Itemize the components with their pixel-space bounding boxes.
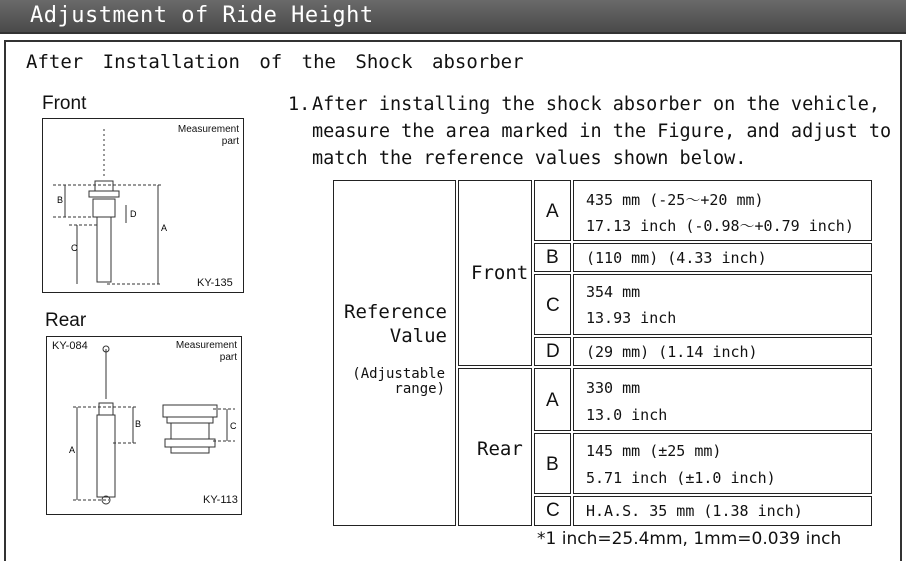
adjustable-range-note	[352, 367, 445, 397]
rear-a-value-mm: 330 mm	[586, 379, 641, 397]
rear-b-value-cell	[573, 433, 872, 494]
front-figure	[42, 118, 244, 293]
rear-group-label: Rear	[477, 438, 523, 460]
reference-value-cell	[333, 180, 456, 526]
rear-label-b: B	[135, 419, 142, 429]
front-d-value: (29 mm) (1.14 inch)	[586, 343, 758, 361]
reference-line2: Value	[389, 325, 447, 347]
front-a-value-cell	[573, 180, 872, 241]
rear-label-a: A	[69, 445, 76, 455]
front-measurement-line2: part	[221, 136, 239, 147]
rear-measurement-line1: Measurement	[175, 340, 237, 351]
front-measurement-part	[161, 124, 239, 148]
rear-a-letter: A	[546, 390, 559, 411]
front-a-letter: A	[546, 201, 559, 222]
instruction-line-2: measure the area marked in the Figure, and adjust to	[312, 121, 892, 142]
rear-c-letter: C	[546, 500, 560, 521]
instruction-line-3: match the reference values shown below.	[312, 148, 747, 169]
reference-title	[344, 300, 447, 348]
front-c-value-inch: 13.93 inch	[586, 309, 677, 327]
section-subtitle: After Installation of the Shock absorber	[26, 51, 524, 73]
front-group-cell	[458, 180, 532, 366]
front-b-value-cell	[573, 243, 872, 272]
front-b-letter: B	[546, 247, 559, 268]
front-label-c: C	[71, 243, 78, 253]
front-b-value: (110 mm) (4.33 inch)	[586, 249, 767, 267]
rear-figure	[46, 336, 242, 515]
rear-right-model-code: KY-113	[203, 494, 238, 506]
front-a-value-inch: 17.13 inch (-0.98～+0.79 inch)	[586, 217, 854, 235]
front-group-label: Front	[471, 262, 529, 284]
front-c-letter: C	[546, 295, 560, 316]
front-a-value-mm: 435 mm (-25～+20 mm)	[586, 191, 764, 209]
rear-measurement-part	[157, 340, 237, 364]
range-line1: (Adjustable	[352, 366, 445, 382]
front-label-a: A	[161, 223, 168, 233]
rear-c-value: H.A.S. 35 mm (1.38 inch)	[586, 502, 803, 520]
rear-c-letter-cell	[534, 496, 571, 526]
front-c-value-cell	[573, 274, 872, 335]
front-measurement-line1: Measurement	[177, 124, 239, 135]
rear-group-cell	[458, 368, 532, 526]
front-d-value-cell	[573, 337, 872, 366]
front-c-value-mm: 354 mm	[586, 283, 641, 301]
instruction-number: 1.	[288, 94, 311, 115]
front-label-b: B	[57, 195, 64, 205]
rear-b-letter: B	[546, 454, 559, 475]
rear-left-model-code: KY-084	[52, 340, 88, 352]
reference-line1: Reference	[344, 301, 447, 323]
unit-conversion-footnote: *1 inch=25.4mm, 1mm=0.039 inch	[537, 529, 842, 549]
header-bar	[0, 0, 906, 34]
page-title: Adjustment of Ride Height	[30, 3, 374, 28]
rear-b-letter-cell	[534, 433, 571, 494]
front-model-code: KY-135	[197, 277, 233, 289]
instruction-line-1: After installing the shock absorber on the vehicle,	[312, 94, 881, 115]
rear-a-value-cell	[573, 368, 872, 431]
rear-b-value-inch: 5.71 inch (±1.0 inch)	[586, 469, 776, 487]
front-d-letter: D	[546, 341, 560, 362]
rear-a-letter-cell	[534, 368, 571, 431]
rear-a-value-inch: 13.0 inch	[586, 406, 668, 424]
front-a-letter-cell	[534, 180, 571, 241]
front-d-letter-cell	[534, 337, 571, 366]
range-line2: range)	[394, 381, 445, 397]
rear-figure-label: Rear	[45, 310, 87, 331]
rear-b-value-mm: 145 mm (±25 mm)	[586, 442, 722, 460]
front-label-d: D	[130, 209, 137, 219]
rear-measurement-line2: part	[219, 352, 237, 363]
rear-label-c: C	[230, 421, 237, 431]
front-b-letter-cell	[534, 243, 571, 272]
front-c-letter-cell	[534, 274, 571, 335]
front-figure-label: Front	[42, 93, 87, 114]
rear-c-value-cell	[573, 496, 872, 526]
